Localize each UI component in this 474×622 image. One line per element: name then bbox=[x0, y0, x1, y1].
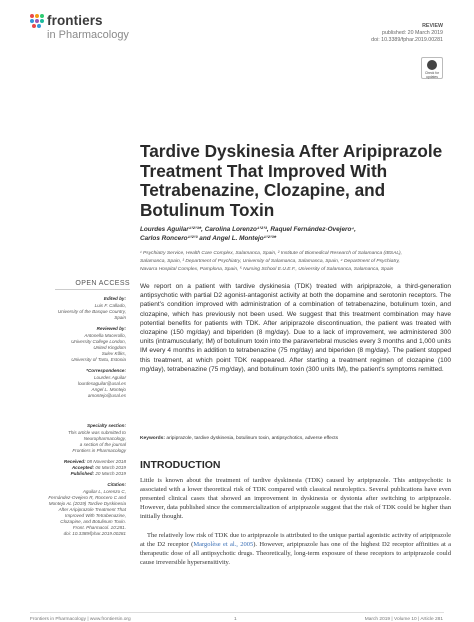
reviewer-affiliation: University College London, bbox=[71, 339, 126, 344]
page-number: 1 bbox=[234, 617, 237, 622]
open-access-label: OPEN ACCESS bbox=[68, 280, 130, 287]
reviewer-affiliation: United Kingdom bbox=[93, 345, 126, 350]
introduction-paragraph: Little is known about the treatment of tardive dyskinesia (TDK) caused by aripiprazole. This antipsychotic is associated with a lower theoretical risk of TDK compared with classical neuroleptics. Several publications have even presented clinical cases that showed an improvement in dyskinesia or dystonia after switching to aripiprazole. However, data published since the commercialization of aripiprazole suggest that the risk of TDK could be higher than initially thought. bbox=[140, 476, 451, 521]
affiliation-line: ¹ Psychiatry Service, Health Care Complex, Salamanca, Spain, ² Institute of Biomedical Research of Salamanca (IBSAL), bbox=[140, 251, 402, 256]
title-line: Tardive Dyskinesia After Aripiprazole bbox=[140, 142, 460, 162]
affiliation-line: Salamanca, Spain, ³ Department of Psychiatry, University of Salamanca, Salamanca, Spain, ⁴ Department of Psychiatry, bbox=[140, 259, 400, 264]
check-for-updates-button[interactable] bbox=[421, 57, 443, 79]
frontiers-logo[interactable] bbox=[30, 13, 150, 53]
citation-line: Front. Pharmacol. 10:281. bbox=[73, 525, 126, 530]
doi-link[interactable]: doi: 10.3389/fphar.2019.00281 bbox=[371, 37, 443, 43]
brand-name: frontiers bbox=[47, 13, 103, 28]
introduction-paragraph: The relatively low risk of TDK due to aripiprazole is attributed to the unique partial agonistic activity of aripiprazole at the D2 receptor (Margolèse et al., 2005). However, aripiprazole has one of the highest D2 receptor affinities at a therapeutic dose of all antipsychotic drugs. Theoretically, long-term exposure of these receptors to aripiprazole could cause irreversible hypersensitivity. bbox=[140, 531, 451, 567]
citation-doi[interactable]: doi: 10.3389/fphar.2019.00281 bbox=[64, 531, 126, 536]
citation-line: Clozapine, and Botulinum Toxin. bbox=[60, 519, 126, 524]
citation-line: Montejo AL (2019) Tardive Dyskinesia bbox=[49, 501, 126, 506]
editor-affiliation: University of the Basque Country, bbox=[58, 309, 126, 314]
authors-line-1[interactable]: Lourdes Aguilar¹ʼ²ʼ³*, Carolina Lorenzo¹ʼ²ʼ³, Raquel Fernández-Ovejero⁴, bbox=[140, 226, 356, 233]
received-date: Received: 08 November 2018 bbox=[64, 459, 126, 464]
keywords: Keywords: aripiprazole, tardive dyskinesia, botulinum toxin, antipsychotics, adverse effects bbox=[140, 436, 338, 441]
editor-affiliation: Spain bbox=[114, 315, 126, 320]
article-type: REVIEW bbox=[422, 23, 443, 29]
specialty-section-line: Frontiers in Pharmacology bbox=[72, 448, 126, 453]
citation-line: Fernández-Ovejero R, Roncero C and bbox=[48, 495, 126, 500]
reviewed-by-label: Reviewed by: bbox=[97, 326, 126, 331]
reviewer-name[interactable]: Antonella Macerollo, bbox=[84, 333, 126, 338]
citation-link[interactable]: Margolèse et al., 2005 bbox=[193, 541, 253, 548]
footer-issue-info: March 2019 | Volume 10 | Article 281 bbox=[365, 617, 443, 622]
correspondence-email[interactable]: lourdesaguilar@usal.es bbox=[78, 381, 126, 386]
introduction-heading: INTRODUCTION bbox=[140, 459, 221, 471]
title-line: Tetrabenazine, Clozapine, and bbox=[140, 181, 460, 201]
title-line: Botulinum Toxin bbox=[140, 201, 460, 221]
footer-journal-link[interactable]: Frontiers in Pharmacology | www.frontiersin.org bbox=[30, 617, 131, 622]
check-updates-label: Check for updates bbox=[422, 71, 442, 79]
citation-label: Citation: bbox=[107, 482, 126, 487]
specialty-section-line: This article was submitted to bbox=[68, 430, 126, 435]
correspondence-label: *Correspondence: bbox=[86, 368, 126, 373]
sidebar-divider bbox=[55, 289, 130, 290]
reviewer-affiliation: University of Tartu, Estonia bbox=[71, 357, 126, 362]
affiliation-line: Navarra Hospital Complex, Pamplona, Spain, ⁵ Nursing School E.U.E.F., University of Salamanca, Salamanca, Spain bbox=[140, 267, 393, 272]
edited-by-label: Edited by: bbox=[104, 296, 126, 301]
article-title bbox=[140, 142, 460, 220]
correspondence-name: Lourdes Aguilar bbox=[94, 375, 126, 380]
correspondence-email[interactable]: amontejo@usal.es bbox=[88, 393, 126, 398]
journal-name: in Pharmacology bbox=[47, 29, 129, 41]
specialty-section-line: Neuropharmacology, bbox=[84, 436, 126, 441]
specialty-section-label: Specialty section: bbox=[87, 423, 126, 428]
check-updates-icon bbox=[427, 60, 437, 70]
authors-line-2[interactable]: Carlos Roncero¹ʼ²ʼ³ and Angel L. Montejo¹ʼ²ʼ³* bbox=[140, 235, 276, 242]
accepted-date: Accepted: 06 March 2019 bbox=[72, 465, 126, 470]
published-date-sidebar: Published: 20 March 2019 bbox=[71, 471, 126, 476]
abstract-text: We report on a patient with tardive dyskinesia (TDK) treated with aripiprazole, a third-generation antipsychotic with partial D2 agonist-antagonist activity at both the dopamine and serotonin receptors. The patient’s condition improved with administration of a combination of tetrabenazine, botulinum toxin, and clozapine, which has previously not been used. We suggest that this treatment combination may have potential benefits for patients with TDK. After aripiprazole discontinuation, the patient was treated with clozapine (150 mg/day) and biperiden (8 mg/day). Due to a lack of improvement, we administered 300 units (intramuscularly; IM) of botulinum toxin into the paravertebral muscles every 3 months and 1,000 units IM every 4 months in addition to tetrabenazine (75 mg/day) and biperiden (8 mg/day). The patient stopped this treatment, at which point TDK reappeared. After starting a treatment regimen of clozapine (100 mg/day), tetrabenazine (75 mg/day), and botulinum toxin (300 units IM), the patient’s symptoms remitted. bbox=[140, 282, 451, 374]
citation-line: After Aripiprazole Treatment That bbox=[59, 507, 126, 512]
correspondence-name: Angel L. Montejo bbox=[92, 387, 126, 392]
published-date: published: 20 March 2019 bbox=[382, 30, 443, 36]
reviewer-name[interactable]: Sulev Kõks, bbox=[102, 351, 126, 356]
citation-line: Aguilar L, Lorenzo C, bbox=[83, 489, 126, 494]
frontiers-logo-icon bbox=[30, 14, 44, 34]
specialty-section-line: a section of the journal bbox=[80, 442, 126, 447]
editor-name[interactable]: Luis F. Callado, bbox=[95, 303, 126, 308]
title-line: Treatment That Improved With bbox=[140, 162, 460, 182]
citation-line: Improved With Tetrabenazine, bbox=[65, 513, 126, 518]
